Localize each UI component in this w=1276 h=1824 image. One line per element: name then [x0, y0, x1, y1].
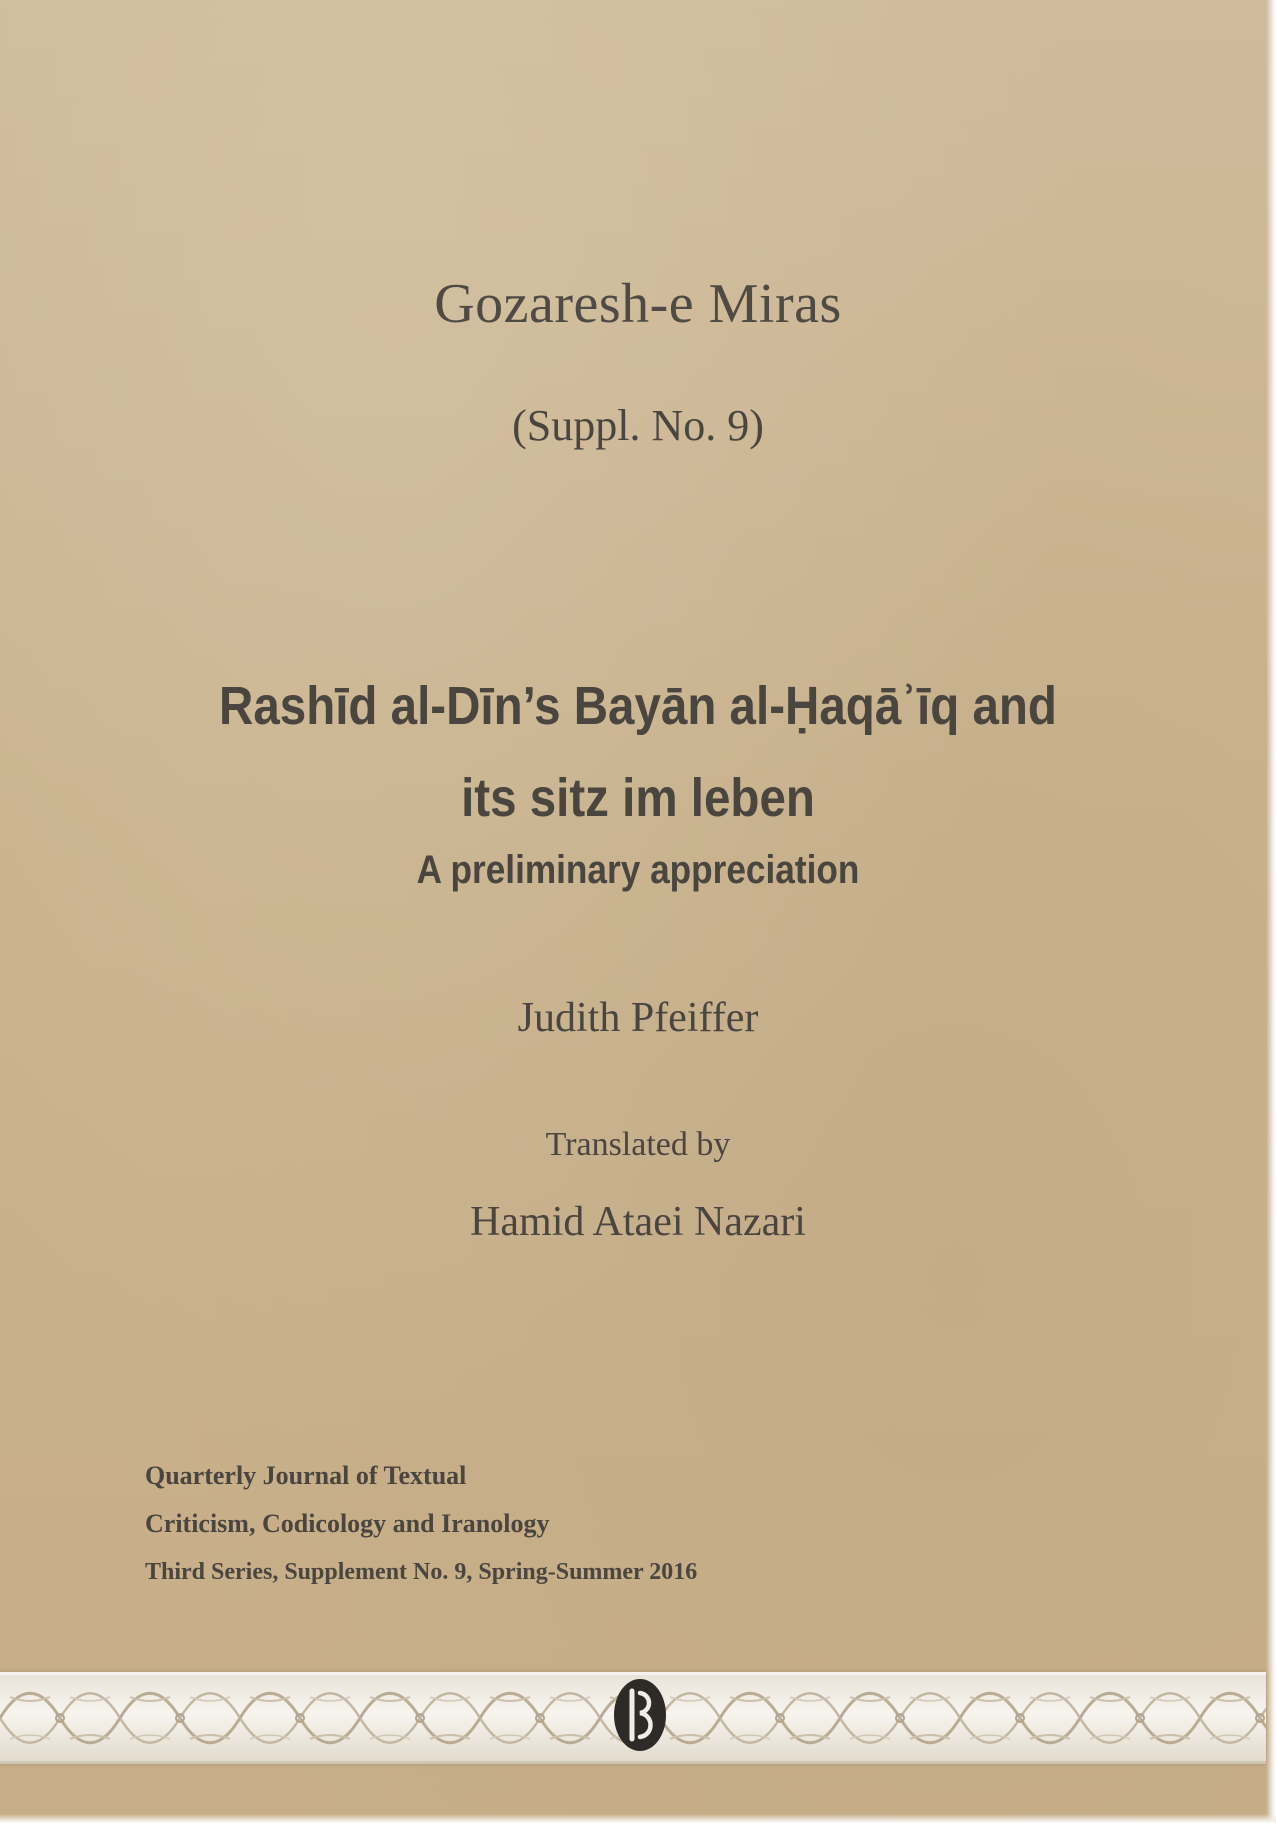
supplement-number: (Suppl. No. 9): [512, 401, 764, 450]
publisher-logo-icon: [612, 1677, 668, 1753]
journal-info: [145, 1452, 697, 1596]
author-name: Judith Pfeiffer: [517, 995, 759, 1041]
journal-line-3: Third Series, Supplement No. 9, Spring-Summer 2016: [145, 1559, 698, 1585]
page-edge-bottom: [0, 1814, 1276, 1824]
book-title: [77, 660, 1200, 844]
page-edge-right: [1266, 0, 1276, 1824]
journal-line-2: Criticism, Codicology and Iranology: [145, 1509, 550, 1538]
series-title: Gozaresh-e Miras: [434, 273, 842, 335]
journal-line-1: Quarterly Journal of Textual: [145, 1461, 467, 1490]
book-title-line-2: its sitz im leben: [461, 768, 815, 828]
translated-by-label: Translated by: [545, 1126, 731, 1163]
translator-name: Hamid Ataei Nazari: [470, 1199, 806, 1245]
book-title-line-1: Rashīd al-Dīn’s Bayān al-Ḥaqāʾīq and: [219, 676, 1057, 736]
book-subtitle: A preliminary appreciation: [416, 848, 860, 892]
